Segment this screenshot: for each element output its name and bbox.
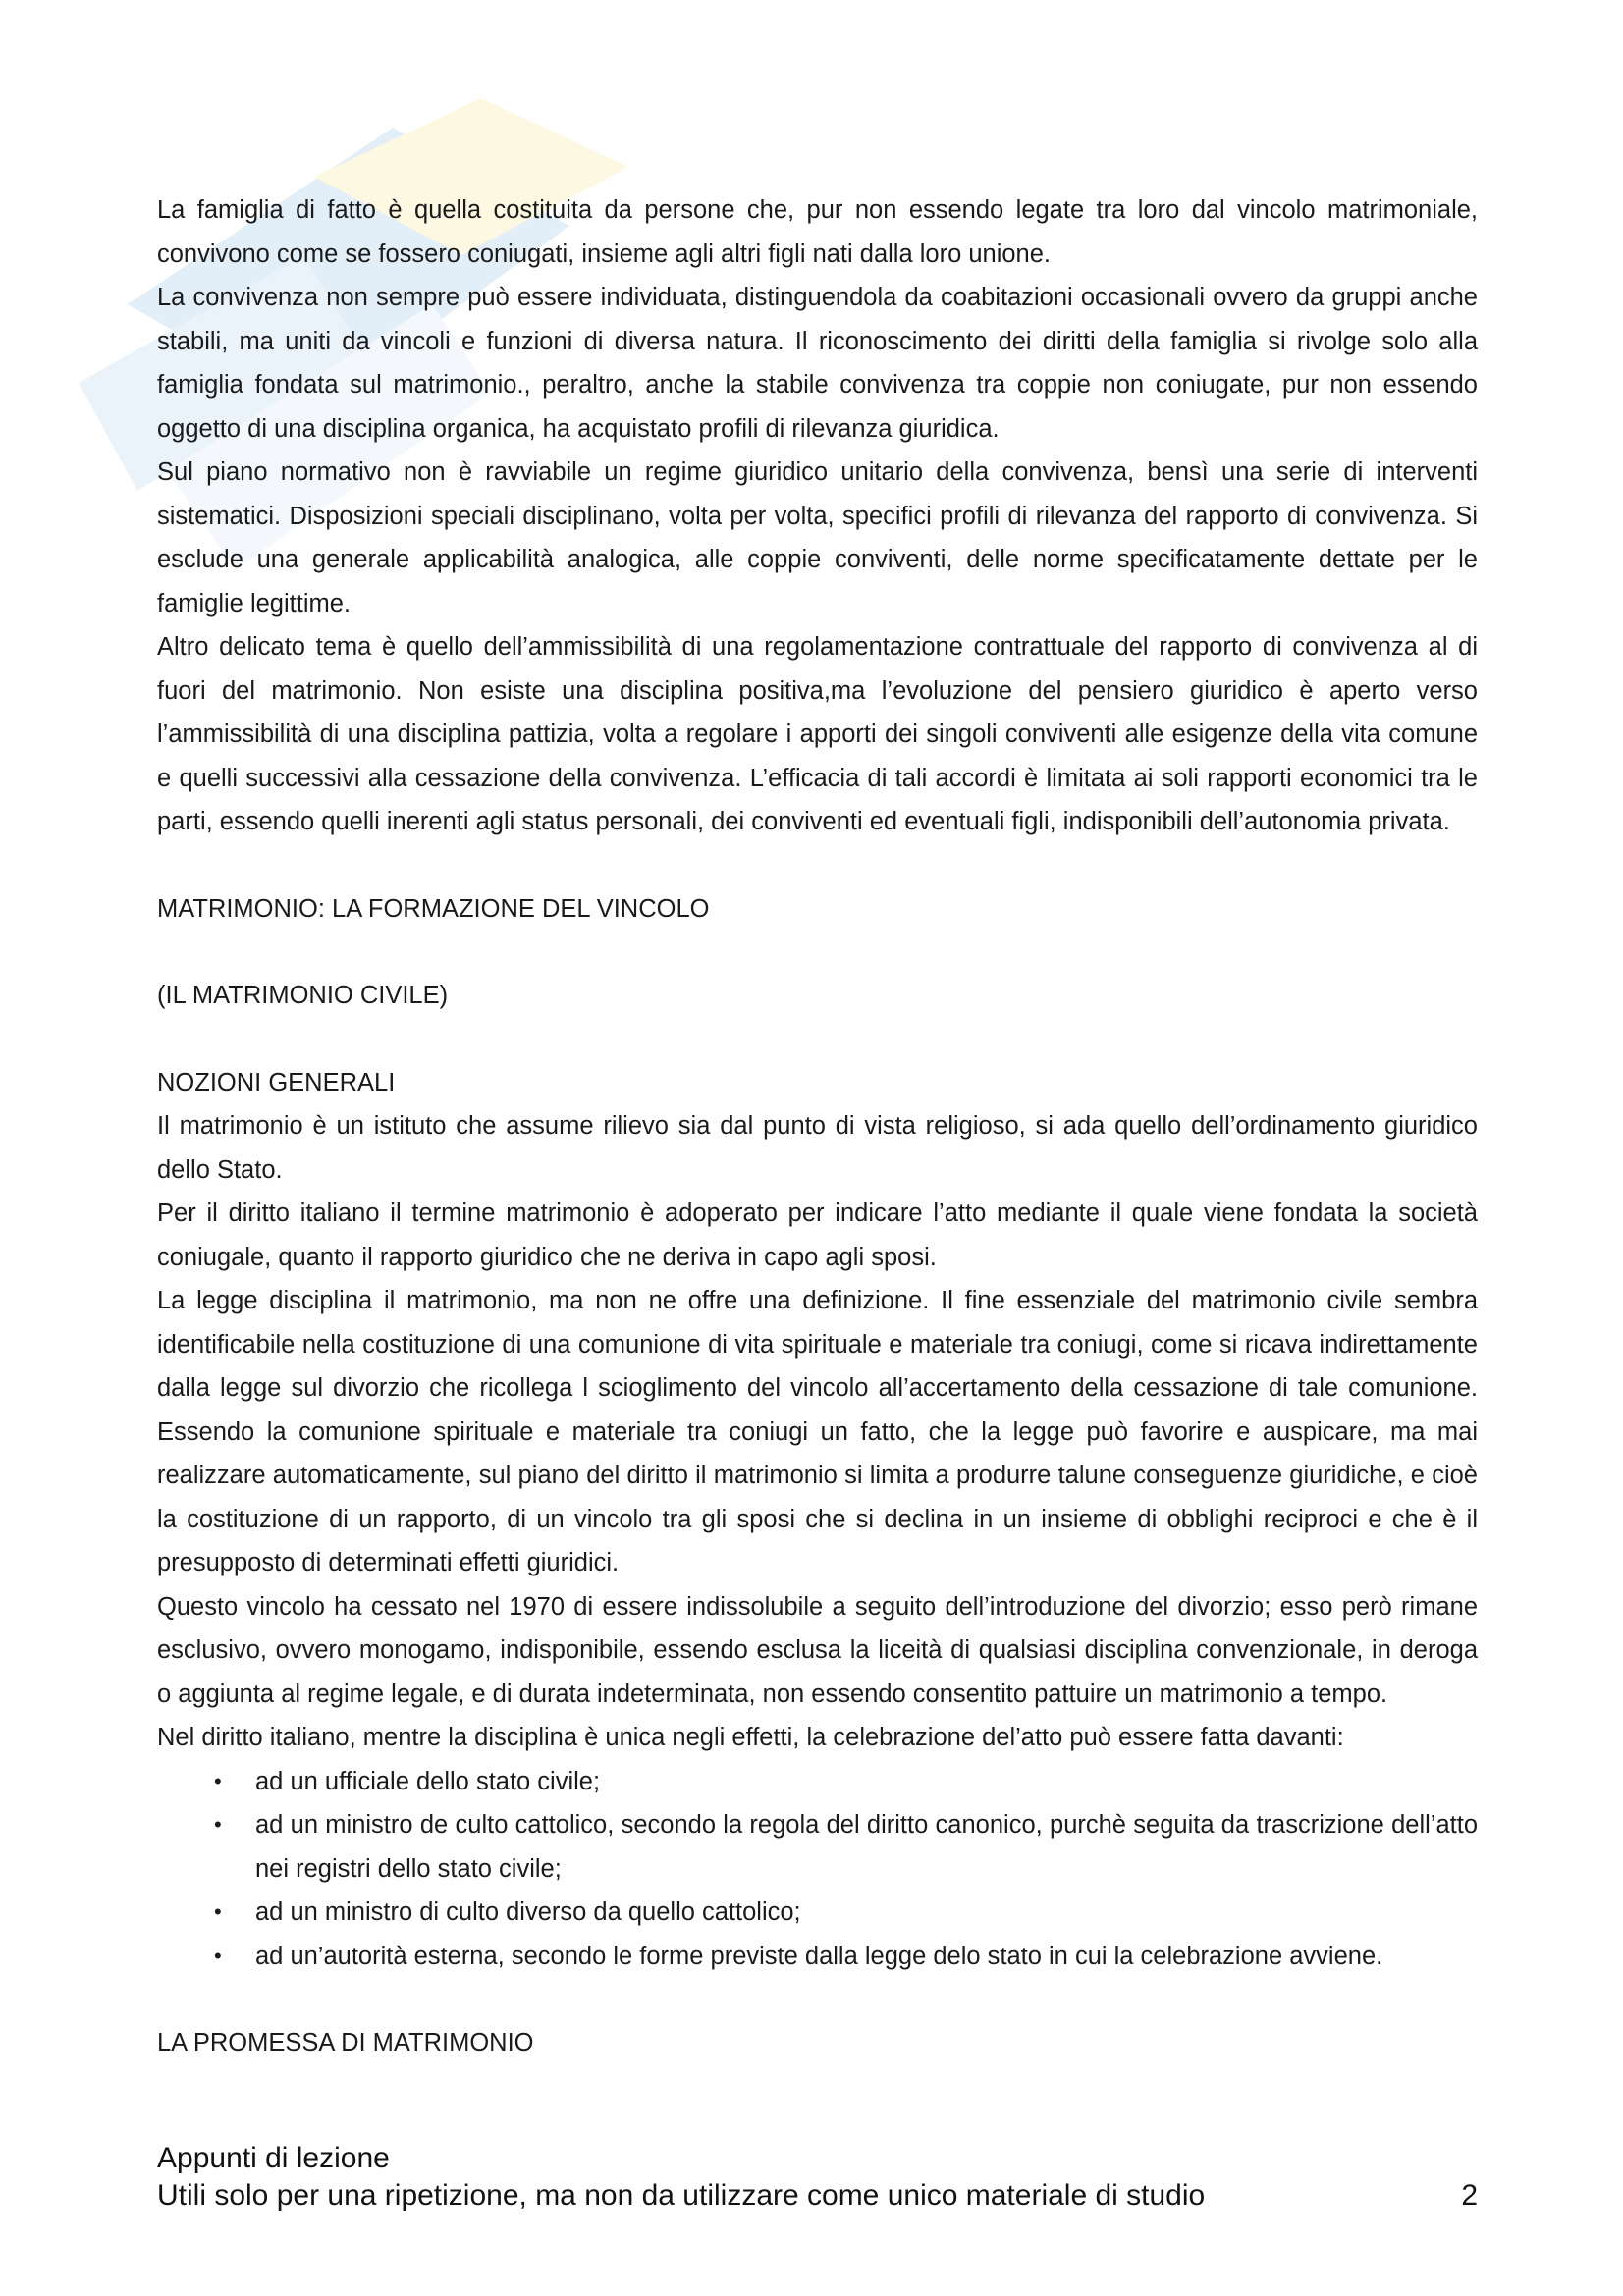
- paragraph-celebrazione: Nel diritto italiano, mentre la disciplina è unica negli effetti, la celebrazione del’atto può essere fatta davanti:: [157, 1724, 1344, 1751]
- bullet-icon: •: [214, 1899, 222, 1924]
- paragraph-legge-disciplina: La legge disciplina il matrimonio, ma non ne offre una definizione. Il fine essenziale del matrimonio civile sembra identificabile nella costituzione di una comunione di vita spirituale e materiale tra coniugi, come si ricava indirettamente dalla legge sul divorzio che ricollega l scioglimento del vincolo all’accertamento della cessazione di tale comunione. Essendo la comunione spirituale e materiale tra coniugi un fatto, che la legge può favorire e auspicare, ma mai realizzare automaticamente, sul piano del diritto il matrimonio si limita a produrre talune conseguenze giuridiche, e cioè la costituzione di un rapporto, di un vincolo tra gli sposi che si declina in un insieme di obblighi reciproci e che è il presupposto di determinati effetti giuridici.: [157, 1287, 1478, 1576]
- list-item: [157, 1891, 1478, 1935]
- paragraph-istituto: Il matrimonio è un istituto che assume rilievo sia dal punto di vista religioso, si ada quello dell’ordinamento giuridico dello Stato.: [157, 1112, 1478, 1184]
- spacer: [157, 844, 1478, 887]
- list-item-text: ad un ufficiale dello stato civile;: [255, 1767, 601, 1795]
- section-heading-matrimonio: MATRIMONIO: LA FORMAZIONE DEL VINCOLO: [157, 894, 710, 923]
- paragraph-regolamentazione: Altro delicato tema è quello dell’ammissibilità di una regolamentazione contrattuale del rapporto di convivenza al di fuori del matrimonio. Non esiste una disciplina positiva,ma l’evoluzione del pensiero giuridico è aperto verso l’ammissibilità di una disciplina pattizia, volta a regolare i apporti dei singoli conviventi alle esigenze della vita comune e quelli successivi alla cessazione della convivenza. L’efficacia di tali accordi è limitata ai soli rapporti economici tra le parti, essendo quelli inerenti agli status personali, dei conviventi ed eventuali figli, indisponibili dell’autonomia privata.: [157, 633, 1478, 835]
- paragraph-vincolo: Questo vincolo ha cessato nel 1970 di essere indissolubile a seguito dell’introduzione del divorzio; esso però rimane esclusivo, ovvero monogamo, indisponibile, essendo esclusa la liceità di qualsiasi disciplina convenzionale, in deroga o aggiunta al regime legale, e di durata indeterminata, non essendo consentito pattuire un matrimonio a tempo.: [157, 1592, 1478, 1708]
- document-body: [157, 188, 1478, 2065]
- paragraph-piano-normativo: Sul piano normativo non è ravviabile un regime giuridico unitario della convivenza, bensì una serie di interventi sistematici. Disposizioni speciali disciplinano, volta per volta, specifici profili di rilevanza del rapporto di convivenza. Si esclude una generale applicabilità analogica, alle coppie conviventi, delle norme specificatamente dettate per le famiglie legittime.: [157, 458, 1478, 617]
- list-item-text: ad un ministro di culto diverso da quello cattolico;: [255, 1898, 801, 1926]
- bullet-icon: •: [214, 1943, 222, 1968]
- celebration-list: [157, 1760, 1478, 1979]
- list-item: [157, 1760, 1478, 1804]
- section-heading-matrimonio-civile: (IL MATRIMONIO CIVILE): [157, 982, 449, 1009]
- section-heading-nozioni-generali: NOZIONI GENERALI: [157, 1068, 396, 1096]
- paragraph-diritto-italiano: Per il diritto italiano il termine matrimonio è adoperato per indicare l’atto mediante il quale viene fondata la società coniugale, quanto il rapporto giuridico che ne deriva in capo agli sposi.: [157, 1200, 1478, 1271]
- spacer: [157, 931, 1478, 974]
- list-item-text: ad un’autorità esterna, secondo le forme previste dalla legge delo stato in cui la celebrazione avviene.: [255, 1942, 1383, 1970]
- bullet-icon: •: [214, 1768, 222, 1793]
- spacer: [157, 1018, 1478, 1061]
- footer-title: Appunti di lezione: [157, 2142, 390, 2174]
- bullet-icon: •: [214, 1812, 222, 1837]
- page-number: 2: [1461, 2179, 1478, 2212]
- page-footer: [157, 2140, 1478, 2215]
- list-item: [157, 1935, 1478, 1979]
- section-heading-promessa: LA PROMESSA DI MATRIMONIO: [157, 2029, 534, 2056]
- spacer: [157, 1978, 1478, 2021]
- footer-disclaimer: Utili solo per una ripetizione, ma non da utilizzare come unico materiale di studio: [157, 2179, 1206, 2212]
- paragraph-famiglia-di-fatto: La famiglia di fatto è quella costituita da persone che, pur non essendo legate tra loro dal vincolo matrimoniale, convivono come se fossero coniugati, insieme agli altri figli nati dalla loro unione.: [157, 196, 1478, 268]
- paragraph-convivenza: La convivenza non sempre può essere individuata, distinguendola da coabitazioni occasionali ovvero da gruppi anche stabili, ma uniti da vincoli e funzioni di diversa natura. Il riconoscimento dei diritti della famiglia si rivolge solo alla famiglia fondata sul matrimonio., peraltro, anche la stabile convivenza tra coppie non coniugate, pur non essendo oggetto di una disciplina organica, ha acquistato profili di rilevanza giuridica.: [157, 284, 1478, 443]
- list-item: [157, 1803, 1478, 1891]
- list-item-text: ad un ministro de culto cattolico, secondo la regola del diritto canonico, purchè seguita da trascrizione dell’atto nei registri dello stato civile;: [255, 1811, 1478, 1883]
